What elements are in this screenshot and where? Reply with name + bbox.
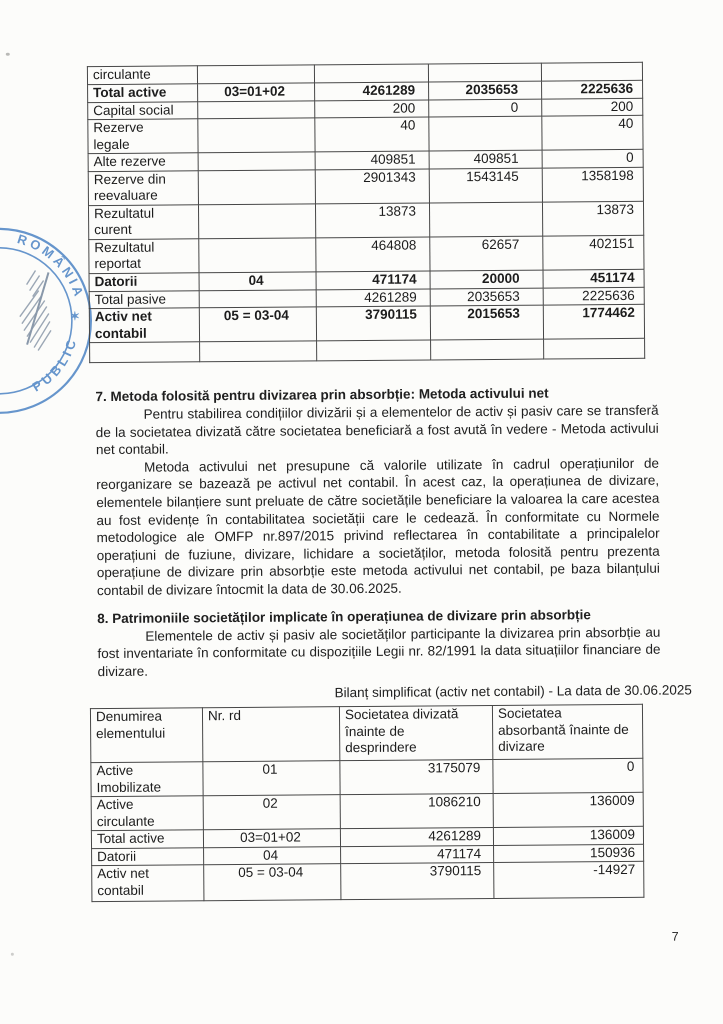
table-row [88,201,643,239]
row-number-cell: 03=01+02 [198,82,315,101]
row-label-cell: Rezultatul reportat [89,238,199,273]
row-label-cell: Total pasive [89,290,199,308]
section-7-heading: 7. Metoda folosită pentru divizarea prin absorbție: Metoda activului net [95,385,549,405]
section-7-paragraph-2: Metoda activului net presupune că valorile utilizate în cadrul operațiunilor de reorganizare se bazează pe activul net contabil. În acest caz, la operațiunea de divizare, elementele bilanțiere sunt preluate de către societățile beneficiare la valoarea la care acestea au fost evidențe în contabilitatea societății care le cedează. În conformitate cu Normele metodologice ale OMFP nr.897/2015 privind reflectarea în contabilitate a principalelor operațiuni de fuziune, divizare, lichidare a societăților, metoda folosită pentru prezenta operațiune de divizare prin absorbție este metoda activului net contabil, pe baza bilanțului contabil de divizare întocmit la data de 30.06.2025. [96,455,660,599]
table-header-row [90,704,642,762]
value-cell: 3175079 [340,759,493,794]
row-label-cell: Activ net contabil [92,865,204,902]
row-label-cell: Activ net contabil [89,308,199,343]
row-label-cell: Rezerve legale [88,119,198,154]
row-number-cell [199,289,316,307]
notary-stamp [0,220,100,422]
value-cell: 451174 [543,269,644,288]
value-cell: 402151 [543,235,644,270]
value-cell: 13873 [542,201,643,236]
table-row [92,861,644,901]
row-number-cell [198,203,315,238]
row-number-cell [197,65,314,83]
row-number-cell [198,118,315,153]
row-number-cell [198,169,315,204]
column-header: Societatea absorbantă înainte de divizare [492,704,642,759]
section-7-paragraph-1: Pentru stabilirea condițiilor divizării și a elementelor de activ și pasiv care se transferă de la societatea divizată către societatea beneficiară a fost avută în vedere - Metoda activului net contabil. [95,402,659,458]
value-cell: 200 [315,99,429,117]
value-cell [541,62,642,80]
value-cell: 2225636 [542,80,643,99]
value-cell: 2015653 [430,305,543,340]
value-cell: 1774462 [543,304,644,339]
value-cell [431,339,544,360]
value-cell: 40 [315,117,429,152]
row-label-cell: Rezerve din reevaluare [88,170,198,205]
value-cell: 13873 [315,202,429,237]
stamp-star-icon: ✶ [69,309,80,324]
value-cell: 200 [542,98,643,116]
row-number-cell: 04 [204,846,341,865]
section-8-heading: 8. Patrimoniile societăților implicate în operațiunea de divizare prin absorbție [97,606,591,626]
value-cell: -14927 [494,861,644,898]
row-label-cell: Total active [88,83,198,102]
column-header: Denumirea elementului [90,708,202,763]
value-cell: 40 [542,115,643,150]
page-number: 7 [671,929,679,944]
value-cell: 471174 [316,270,430,289]
value-cell: 4261289 [316,288,430,306]
value-cell [317,340,431,361]
row-label-cell: circulante [87,66,197,84]
row-number-cell: 04 [199,271,316,290]
column-header: Societatea divizată înainte de desprindere [339,705,492,760]
row-number-cell [198,152,315,170]
stamp-bottom-text: PUBLIC [29,334,81,395]
row-number-cell: 05 = 03-04 [204,864,341,901]
table-row [89,235,644,273]
value-cell: 1358198 [542,167,643,202]
row-number-cell [198,100,315,118]
value-cell [429,202,542,237]
value-cell [429,116,542,151]
column-header: Nr. rd [202,707,339,762]
row-number-cell [199,237,316,272]
document-body [95,384,660,681]
value-cell: 136009 [493,792,643,827]
value-cell: 0 [493,758,643,793]
value-cell: 464808 [316,236,430,271]
row-number-cell: 02 [203,795,340,830]
simplified-balance-table [90,704,645,902]
scan-speck [6,53,10,56]
value-cell: 2225636 [543,287,644,305]
value-cell: 3790115 [341,862,494,899]
value-cell: 4261289 [340,827,493,846]
row-label-cell: Datorii [89,272,199,291]
table-row [90,338,645,362]
value-cell: 20000 [430,270,543,289]
row-number-cell: 01 [203,761,340,796]
value-cell [428,63,541,81]
row-label-cell: Active Imobilizate [91,762,203,797]
value-cell: 1543145 [429,168,542,203]
row-label-cell: Alte rezerve [88,153,198,171]
value-cell: 150936 [494,844,644,863]
table-row [89,304,644,342]
stamp-top-text: ROMÂNIA [15,231,88,302]
row-label-cell: Active circulante [91,796,203,831]
table-row [88,167,643,205]
section-8-paragraph: Elementele de activ și pasiv ale societăților participante la divizarea prin absorbție au fost inventariate în conformitate cu dispozițiile Legii nr. 82/1991 la data situațiilor financiare de divizare. [97,624,661,679]
value-cell: 409851 [429,150,542,168]
table-row [91,758,643,796]
row-number-cell: 03=01+02 [203,829,340,848]
row-label-cell: Capital social [88,101,198,119]
value-cell: 471174 [341,845,494,864]
value-cell: 0 [429,99,542,117]
value-cell [314,64,428,82]
stamp-coat-of-arms [19,270,51,350]
value-cell [544,338,645,359]
value-cell: 2035653 [430,288,543,306]
value-cell: 0 [542,149,643,167]
table-row [88,115,643,153]
table-caption: Bilanț simplificat (activ net contabil) - La data de 30.06.2025 [334,682,692,701]
value-cell: 1086210 [340,793,493,828]
value-cell: 2035653 [429,81,542,100]
row-number-cell: 05 = 03-04 [199,307,316,342]
table-row [91,792,643,830]
row-label-cell: Rezultatul curent [88,204,198,239]
row-label-cell [90,342,200,363]
value-cell: 4261289 [315,81,429,100]
balance-table-division [87,62,645,363]
value-cell: 136009 [493,826,643,845]
value-cell: 2901343 [315,168,429,203]
value-cell: 409851 [315,151,429,169]
value-cell: 62657 [430,236,543,271]
row-number-cell [200,341,317,362]
row-label-cell: Datorii [92,847,204,865]
scan-speck [11,953,14,956]
value-cell: 3790115 [316,306,430,341]
row-label-cell: Total active [91,830,203,848]
